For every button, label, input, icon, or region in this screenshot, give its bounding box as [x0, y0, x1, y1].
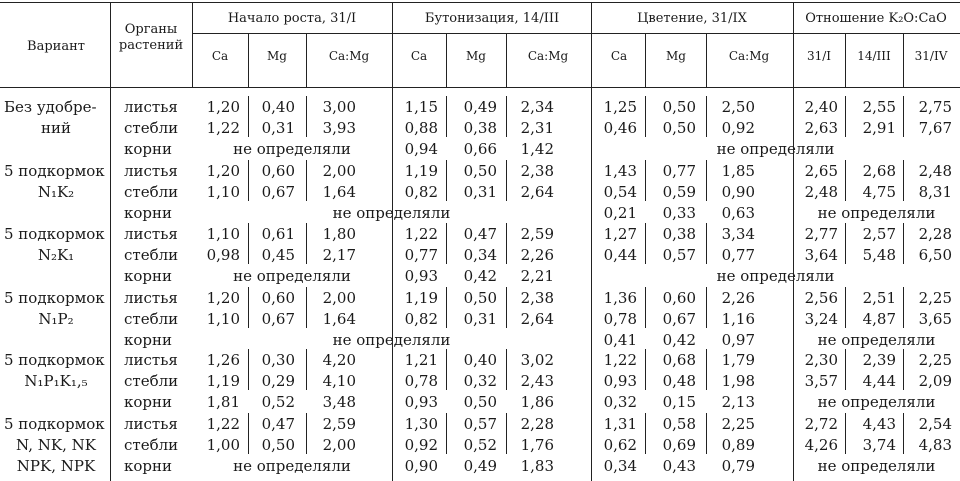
table-cell: 1,15 — [404, 98, 438, 116]
cell-divider — [706, 349, 707, 390]
table-cell: 0,50 — [662, 119, 696, 137]
table-cell: 2,72 — [804, 415, 838, 433]
table-cell: 1,20 — [206, 289, 240, 307]
table-cell: 2,26 — [721, 289, 755, 307]
organ-label: корни — [124, 457, 173, 475]
cell-divider — [706, 413, 707, 454]
organ-label: корни — [124, 393, 173, 411]
cell-divider — [645, 96, 646, 137]
header-col-divider-0 — [110, 3, 111, 87]
cell-divider — [446, 413, 447, 454]
table-cell: 1,27 — [603, 225, 637, 243]
table-cell: 1,42 — [520, 140, 554, 158]
cell-divider — [506, 160, 507, 201]
table-cell: 2,57 — [862, 225, 896, 243]
table-cell: 2,00 — [322, 436, 356, 454]
not-determined-cell: не определяли — [817, 204, 936, 222]
table-cell: 3,64 — [804, 246, 838, 264]
table-cell: 1,81 — [206, 393, 240, 411]
table-cell: 1,26 — [206, 351, 240, 369]
table-cell: 2,00 — [322, 289, 356, 307]
variant-label: 5 подкормок — [4, 225, 105, 243]
cell-divider — [248, 287, 249, 328]
cell-divider — [645, 223, 646, 264]
table-cell: 1,79 — [721, 351, 755, 369]
header-sub-divider-0 — [248, 34, 249, 87]
table-cell: 5,48 — [862, 246, 896, 264]
cell-divider — [706, 96, 707, 137]
table-cell: 0,92 — [404, 436, 438, 454]
table-cell: 1,20 — [206, 98, 240, 116]
variant-label: NPK, NPK — [16, 457, 96, 475]
header-sub-0: Ca — [211, 49, 229, 63]
table-cell: 0,40 — [463, 351, 497, 369]
cell-divider — [306, 287, 307, 328]
not-determined-cell: не определяли — [233, 457, 351, 475]
table-cell: 1,22 — [206, 119, 240, 137]
table-cell: 0,48 — [662, 372, 696, 390]
organ-label: корни — [124, 140, 173, 158]
table-cell: 3,00 — [322, 98, 356, 116]
variant-label: 5 подкормок — [4, 162, 105, 180]
table-cell: 2,64 — [520, 310, 554, 328]
table-cell: 0,98 — [206, 246, 240, 264]
table-cell: 1,76 — [520, 436, 554, 454]
not-determined-cell: не определяли — [817, 393, 936, 411]
table-cell: 2,43 — [520, 372, 554, 390]
header-group-2: Цветение, 31/IX — [637, 11, 747, 26]
organ-label: стебли — [124, 436, 179, 454]
table-cell: 0,31 — [261, 119, 295, 137]
not-determined-cell: не определяли — [332, 331, 451, 349]
table-cell: 2,28 — [918, 225, 952, 243]
cell-divider — [306, 223, 307, 264]
cell-divider — [645, 160, 646, 201]
table-cell: 2,38 — [520, 289, 554, 307]
not-determined-cell: не определяли — [817, 331, 936, 349]
table-cell: 0,67 — [261, 310, 295, 328]
header-col-divider-1 — [192, 3, 193, 87]
table-cell: 0,34 — [463, 246, 497, 264]
table-cell: 0,32 — [463, 372, 497, 390]
header-sub-11: 31/IV — [914, 49, 948, 63]
variant-label: N₁P₁K₁,₅ — [24, 372, 88, 390]
table-cell: 2,55 — [862, 98, 896, 116]
table-cell: 1,16 — [721, 310, 755, 328]
table-cell: 0,47 — [463, 225, 497, 243]
body-col-divider — [793, 88, 794, 481]
table-cell: 2,25 — [918, 351, 952, 369]
table-cell: 2,48 — [804, 183, 838, 201]
header-bottom-rule — [0, 87, 960, 88]
table-cell: 2,77 — [804, 225, 838, 243]
table-cell: 1,22 — [603, 351, 637, 369]
table-cell: 7,67 — [918, 119, 952, 137]
table-cell: 1,10 — [206, 225, 240, 243]
header-col-divider-3 — [591, 3, 592, 87]
organ-label: листья — [124, 98, 178, 116]
header-col-divider-2 — [392, 3, 393, 87]
table-cell: 3,02 — [520, 351, 554, 369]
table-cell: 0,60 — [662, 289, 696, 307]
table-cell: 1,10 — [206, 183, 240, 201]
header-sub-divider-2 — [446, 34, 447, 87]
organ-label: стебли — [124, 310, 179, 328]
table-cell: 2,50 — [721, 98, 755, 116]
table-cell: 0,78 — [603, 310, 637, 328]
cell-divider — [645, 413, 646, 454]
table-cell: 0,50 — [463, 393, 497, 411]
header-sub-divider-6 — [845, 34, 846, 87]
table-cell: 0,93 — [603, 372, 637, 390]
header-sub-divider-7 — [903, 34, 904, 87]
header-sub-divider-5 — [706, 34, 707, 87]
table-cell: 4,44 — [862, 372, 896, 390]
variant-label: N₁P₂ — [38, 310, 74, 328]
header-sub-1: Mg — [267, 49, 287, 63]
table-cell: 0,69 — [662, 436, 696, 454]
organ-label: корни — [124, 331, 173, 349]
table-cell: 0,94 — [404, 140, 438, 158]
table-cell: 0,57 — [463, 415, 497, 433]
table-cell: 0,29 — [261, 372, 295, 390]
table-cell: 1,36 — [603, 289, 637, 307]
organ-label: корни — [124, 204, 173, 222]
table-cell: 1,64 — [322, 183, 356, 201]
header-sub-5: Ca:Mg — [527, 49, 569, 63]
organ-label: листья — [124, 289, 178, 307]
table-cell: 2,38 — [520, 162, 554, 180]
cell-divider — [645, 287, 646, 328]
table-cell: 2,75 — [918, 98, 952, 116]
table-cell: 0,30 — [261, 351, 295, 369]
cell-divider — [446, 160, 447, 201]
table-cell: 2,51 — [862, 289, 896, 307]
table-cell: 2,59 — [520, 225, 554, 243]
table-cell: 0,58 — [662, 415, 696, 433]
table-cell: 2,63 — [804, 119, 838, 137]
table-cell: 1,98 — [721, 372, 755, 390]
table-cell: 0,93 — [404, 393, 438, 411]
table-cell: 4,83 — [918, 436, 952, 454]
table-cell: 0,52 — [261, 393, 295, 411]
table-cell: 0,63 — [721, 204, 755, 222]
table-cell: 2,28 — [520, 415, 554, 433]
table-cell: 2,64 — [520, 183, 554, 201]
cell-divider — [706, 223, 707, 264]
table-cell: 0,40 — [261, 98, 295, 116]
table-cell: 0,50 — [261, 436, 295, 454]
not-determined-cell: не определяли — [817, 457, 936, 475]
header-sub-divider-1 — [306, 34, 307, 87]
table-cell: 0,50 — [463, 162, 497, 180]
variant-label: 5 подкормок — [4, 351, 105, 369]
variant-label: 5 подкормок — [4, 415, 105, 433]
table-cell: 2,34 — [520, 98, 554, 116]
table-cell: 1,25 — [603, 98, 637, 116]
organ-label: стебли — [124, 246, 179, 264]
table-cell: 1,83 — [520, 457, 554, 475]
cell-divider — [506, 413, 507, 454]
cell-divider — [506, 287, 507, 328]
table-cell: 2,30 — [804, 351, 838, 369]
organ-label: стебли — [124, 119, 179, 137]
table-cell: 0,38 — [662, 225, 696, 243]
table-cell: 0,79 — [721, 457, 755, 475]
cell-divider — [706, 287, 707, 328]
cell-divider — [506, 223, 507, 264]
cell-divider — [248, 223, 249, 264]
cell-divider — [845, 349, 846, 390]
table-cell: 0,47 — [261, 415, 295, 433]
table-cell: 1,00 — [206, 436, 240, 454]
header-sub-divider-4 — [645, 34, 646, 87]
table-cell: 0,92 — [721, 119, 755, 137]
table-cell: 2,17 — [322, 246, 356, 264]
table-cell: 0,67 — [662, 310, 696, 328]
table-cell: 0,60 — [261, 289, 295, 307]
table-cell: 0,41 — [603, 331, 637, 349]
cell-divider — [903, 160, 904, 201]
cell-divider — [506, 349, 507, 390]
table-cell: 0,59 — [662, 183, 696, 201]
table-cell: 2,21 — [520, 267, 554, 285]
header-organs-line2: растений — [118, 38, 184, 53]
table-cell: 1,19 — [206, 372, 240, 390]
table-cell: 0,38 — [463, 119, 497, 137]
table-cell: 2,31 — [520, 119, 554, 137]
organ-label: стебли — [124, 183, 179, 201]
not-determined-cell: не определяли — [716, 267, 835, 285]
table-cell: 3,34 — [721, 225, 755, 243]
cell-divider — [446, 349, 447, 390]
cell-divider — [903, 413, 904, 454]
table-cell: 3,48 — [322, 393, 356, 411]
table-cell: 0,50 — [662, 98, 696, 116]
table-cell: 2,54 — [918, 415, 952, 433]
table-cell: 0,46 — [603, 119, 637, 137]
organ-label: листья — [124, 351, 178, 369]
header-col-divider-4 — [793, 3, 794, 87]
cell-divider — [446, 287, 447, 328]
table-cell: 3,24 — [804, 310, 838, 328]
table-cell: 2,00 — [322, 162, 356, 180]
table-cell: 4,10 — [322, 372, 356, 390]
table-cell: 2,25 — [918, 289, 952, 307]
cell-divider — [446, 223, 447, 264]
header-group-3: Отношение K₂O:CaO — [805, 11, 947, 26]
cell-divider — [248, 160, 249, 201]
table-cell: 6,50 — [918, 246, 952, 264]
header-variant: Вариант — [27, 39, 85, 54]
table-cell: 0,77 — [404, 246, 438, 264]
organ-label: листья — [124, 225, 178, 243]
table-cell: 1,21 — [404, 351, 438, 369]
table-cell: 0,15 — [662, 393, 696, 411]
table-cell: 1,30 — [404, 415, 438, 433]
table-cell: 0,90 — [404, 457, 438, 475]
table-cell: 0,49 — [463, 98, 497, 116]
table-cell: 1,20 — [206, 162, 240, 180]
cell-divider — [903, 287, 904, 328]
table-cell: 4,43 — [862, 415, 896, 433]
table-cell: 0,66 — [463, 140, 497, 158]
table-cell: 2,56 — [804, 289, 838, 307]
table-cell: 4,20 — [322, 351, 356, 369]
cell-divider — [506, 96, 507, 137]
table-cell: 0,49 — [463, 457, 497, 475]
organ-label: стебли — [124, 372, 179, 390]
table-cell: 0,82 — [404, 183, 438, 201]
table-cell: 0,44 — [603, 246, 637, 264]
table-cell: 0,31 — [463, 310, 497, 328]
table-cell: 0,97 — [721, 331, 755, 349]
table-cell: 0,78 — [404, 372, 438, 390]
variant-label: N, NK, NK — [16, 436, 96, 454]
table-cell: 1,10 — [206, 310, 240, 328]
header-sub-6: Ca — [610, 49, 628, 63]
table-cell: 0,67 — [261, 183, 295, 201]
table-cell: 1,19 — [404, 162, 438, 180]
table-cell: 0,54 — [603, 183, 637, 201]
table-cell: 0,43 — [662, 457, 696, 475]
table-cell: 0,62 — [603, 436, 637, 454]
body-col-divider — [392, 88, 393, 481]
body-col-divider — [591, 88, 592, 481]
table-cell: 3,57 — [804, 372, 838, 390]
table-cell: 0,61 — [261, 225, 295, 243]
table-cell: 0,34 — [603, 457, 637, 475]
organ-label: листья — [124, 415, 178, 433]
cell-divider — [903, 223, 904, 264]
table-cell: 0,33 — [662, 204, 696, 222]
cell-divider — [845, 223, 846, 264]
header-sub-8: Ca:Mg — [728, 49, 770, 63]
table-cell: 0,89 — [721, 436, 755, 454]
header-top-rule — [0, 2, 960, 3]
table-cell: 3,74 — [862, 436, 896, 454]
table-cell: 0,31 — [463, 183, 497, 201]
cell-divider — [903, 96, 904, 137]
table-cell: 2,65 — [804, 162, 838, 180]
cell-divider — [706, 160, 707, 201]
table-cell: 0,93 — [404, 267, 438, 285]
cell-divider — [645, 349, 646, 390]
variant-label: ний — [41, 119, 71, 137]
table-cell: 8,31 — [918, 183, 952, 201]
table-cell: 0,50 — [463, 289, 497, 307]
organ-label: листья — [124, 162, 178, 180]
table-cell: 2,26 — [520, 246, 554, 264]
table-cell: 2,59 — [322, 415, 356, 433]
table-cell: 0,90 — [721, 183, 755, 201]
header-sub-2: Ca:Mg — [328, 49, 370, 63]
header-sub-3: Ca — [410, 49, 428, 63]
cell-divider — [306, 96, 307, 137]
table-cell: 1,22 — [404, 225, 438, 243]
cell-divider — [306, 413, 307, 454]
cell-divider — [845, 160, 846, 201]
header-sub-divider-3 — [506, 34, 507, 87]
table-cell: 2,25 — [721, 415, 755, 433]
variant-label: Без удобре- — [4, 98, 97, 116]
table-cell: 1,22 — [206, 415, 240, 433]
cell-divider — [845, 413, 846, 454]
table-cell: 2,91 — [862, 119, 896, 137]
table-cell: 0,60 — [261, 162, 295, 180]
table-cell: 1,85 — [721, 162, 755, 180]
header-sub-9: 31/I — [806, 49, 832, 63]
not-determined-cell: не определяли — [716, 140, 835, 158]
variant-label: 5 подкормок — [4, 289, 105, 307]
table-cell: 2,13 — [721, 393, 755, 411]
cell-divider — [306, 349, 307, 390]
table-cell: 0,82 — [404, 310, 438, 328]
cell-divider — [248, 96, 249, 137]
table-cell: 2,68 — [862, 162, 896, 180]
header-organs: Органы — [124, 22, 178, 37]
table-cell: 0,68 — [662, 351, 696, 369]
cell-divider — [845, 287, 846, 328]
table-cell: 3,65 — [918, 310, 952, 328]
table-cell: 1,43 — [603, 162, 637, 180]
table-cell: 4,75 — [862, 183, 896, 201]
cell-divider — [248, 413, 249, 454]
table-cell: 0,32 — [603, 393, 637, 411]
not-determined-cell: не определяли — [332, 204, 451, 222]
variant-label: N₁K₂ — [37, 183, 75, 201]
table-cell: 0,88 — [404, 119, 438, 137]
cell-divider — [903, 349, 904, 390]
cell-divider — [248, 349, 249, 390]
table-cell: 4,26 — [804, 436, 838, 454]
cell-divider — [446, 96, 447, 137]
table-cell: 1,64 — [322, 310, 356, 328]
table-cell: 2,09 — [918, 372, 952, 390]
not-determined-cell: не определяли — [233, 140, 351, 158]
table-cell: 0,57 — [662, 246, 696, 264]
organ-label: корни — [124, 267, 173, 285]
table-cell: 0,42 — [662, 331, 696, 349]
not-determined-cell: не определяли — [233, 267, 351, 285]
body-col-divider — [110, 88, 111, 481]
table-cell: 0,21 — [603, 204, 637, 222]
header-sub-10: 14/III — [857, 49, 891, 63]
variant-label: N₂K₁ — [37, 246, 75, 264]
table-cell: 2,40 — [804, 98, 838, 116]
table-cell: 0,42 — [463, 267, 497, 285]
cell-divider — [306, 160, 307, 201]
table-cell: 2,39 — [862, 351, 896, 369]
table-cell: 1,80 — [322, 225, 356, 243]
table-cell: 0,77 — [721, 246, 755, 264]
table-cell: 4,87 — [862, 310, 896, 328]
header-group-1: Бутонизация, 14/III — [424, 11, 560, 26]
table-cell: 0,77 — [662, 162, 696, 180]
table-cell: 3,93 — [322, 119, 356, 137]
cell-divider — [845, 96, 846, 137]
table-cell: 2,48 — [918, 162, 952, 180]
header-sub-4: Mg — [466, 49, 486, 63]
table-cell: 0,45 — [261, 246, 295, 264]
table-cell: 0,52 — [463, 436, 497, 454]
table-cell: 1,31 — [603, 415, 637, 433]
table-cell: 1,19 — [404, 289, 438, 307]
table-cell: 1,86 — [520, 393, 554, 411]
header-sub-7: Mg — [666, 49, 686, 63]
header-group-0: Начало роста, 31/I — [227, 11, 357, 26]
